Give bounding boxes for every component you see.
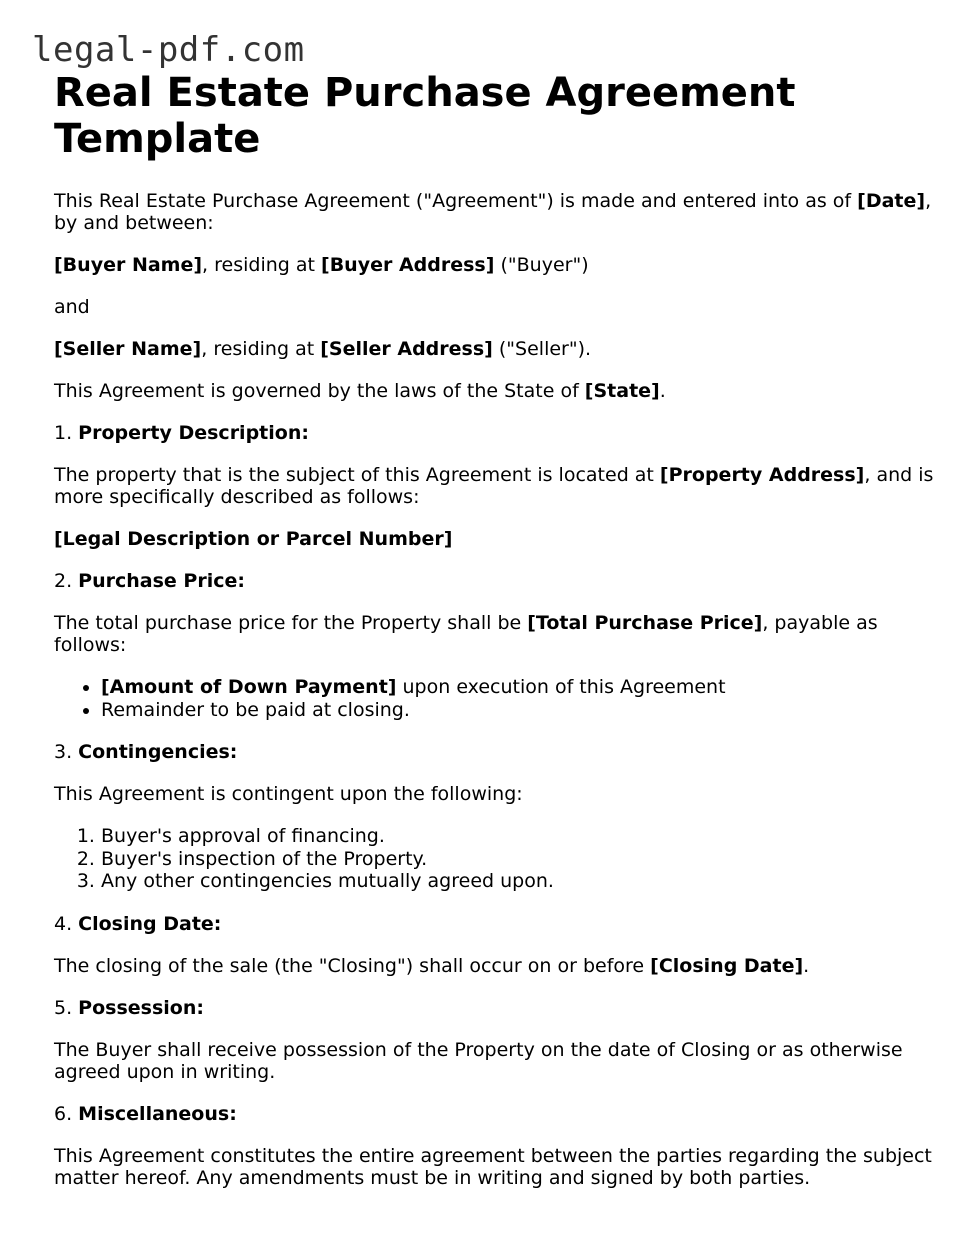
section-title: Closing Date: [78,912,222,935]
section-title: Miscellaneous: [78,1102,237,1125]
section-heading-price [54,570,934,592]
section-title: Purchase Price: [78,570,245,592]
section-number: 6. [54,1102,79,1125]
property-address-placeholder: [Property Address] [659,464,865,486]
list-item: • Remainder to be paid at closing. [101,699,934,722]
section-heading-closing [54,913,934,935]
property-text-end: , and is more specifically described as follows: [54,464,934,508]
section-heading-contingencies [54,741,934,763]
payment-list [54,676,934,721]
list-item [101,676,934,699]
section-heading-possession [54,997,934,1019]
closing-text: The closing of the sale (the "Closing") shall occur on or before [54,954,651,977]
total-price-placeholder: [Total Purchase Price] [527,612,763,634]
list-item: 1. Buyer's approval of financing. [101,825,934,848]
contingencies-paragraph: This Agreement is contingent upon the following: [54,783,523,805]
document [54,70,934,1189]
closing-text-end: . [803,954,810,977]
buyer-name-placeholder: [Buyer Name] [54,254,203,276]
buyer-text: , residing at [202,254,322,276]
seller-name-placeholder: [Seller Name] [54,338,202,360]
section-number: 4. [54,912,79,935]
intro-text: This Real Estate Purchase Agreement ("Agreement") is made and entered into as of [54,190,858,212]
state-placeholder: [State] [584,380,660,402]
buyer-text-end: ("Buyer") [494,254,589,276]
closing-date-placeholder: [Closing Date] [650,954,804,977]
possession-paragraph: The Buyer shall receive possession of the Property on the date of Closing or as otherwise agreed upon in writing. [54,1038,903,1083]
contingencies-list [54,825,934,893]
list-item: 3. Any other contingencies mutually agreed upon. [101,870,934,893]
list-item: 2. Buyer's inspection of the Property. [101,848,934,871]
seller-address-placeholder: [Seller Address] [320,338,493,360]
price-paragraph [54,612,934,656]
governing-text-end: . [659,380,666,402]
buyer-paragraph [54,254,934,276]
governing-text: This Agreement is governed by the laws of the State of [54,380,585,402]
seller-text-end: ("Seller"). [492,338,592,360]
section-number: 1. [54,422,79,444]
intro-paragraph [54,190,934,234]
document-title: Real Estate Purchase Agreement Template [54,70,796,162]
buyer-address-placeholder: [Buyer Address] [321,254,495,276]
section-title: Possession: [78,996,204,1019]
section-heading-property [54,422,934,444]
section-title: Property Description: [78,422,309,444]
seller-paragraph [54,338,934,360]
intro-text-end: , by and between: [54,190,932,234]
seller-text: , residing at [201,338,321,360]
legal-description-placeholder: [Legal Description or Parcel Number] [54,528,453,550]
section-number: 2. [54,570,79,592]
and-paragraph: and [54,296,90,318]
governing-law-paragraph [54,380,934,402]
section-number: 3. [54,741,79,763]
property-paragraph [54,464,934,508]
section-heading-miscellaneous [54,1103,934,1125]
price-text: The total purchase price for the Property shall be [54,612,528,634]
property-text: The property that is the subject of this Agreement is located at [54,464,660,486]
date-placeholder: [Date] [857,190,926,212]
down-payment-placeholder: [Amount of Down Payment] [101,676,397,698]
miscellaneous-paragraph: This Agreement constitutes the entire agreement between the parties regarding the subject matter hereof. Any amendments must be in writing and signed by both parties. [54,1144,932,1189]
closing-paragraph [54,955,934,977]
section-title: Contingencies: [78,741,238,763]
section-number: 5. [54,996,79,1019]
watermark: legal-pdf.com [32,30,305,70]
price-text-end: , payable as follows: [54,612,878,656]
down-payment-text: upon execution of this Agreement [396,676,726,698]
